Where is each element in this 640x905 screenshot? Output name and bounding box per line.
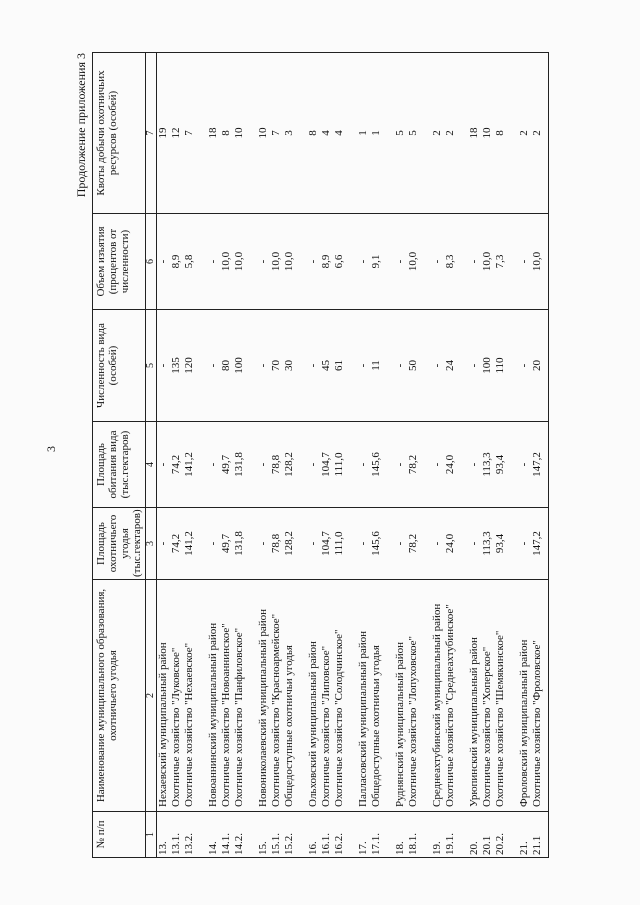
row-number-cell: 20.	[468, 812, 481, 858]
quota-cell: 18	[207, 53, 220, 214]
quota-cell: 1	[370, 53, 383, 214]
spacer-cell	[383, 508, 394, 580]
spacer-cell	[420, 508, 431, 580]
hunting-area-cell: -	[468, 508, 481, 580]
bottom-cell	[544, 812, 549, 858]
quota-cell: 7	[270, 53, 283, 214]
table-row	[357, 53, 370, 858]
column-header-2: Наименование муниципального образования, охотничьего угодья	[93, 580, 146, 812]
column-header-4: Площадь обитания вида (тыс.гектаров)	[93, 422, 146, 508]
row-name-cell: Охотничье хозяйство "Луковское"	[170, 580, 183, 812]
hunting-area-cell: 24,0	[444, 508, 457, 580]
quota-cell: 2	[518, 53, 531, 214]
hunting-area-cell: -	[307, 508, 320, 580]
table-row	[468, 53, 481, 858]
quota-cell: 18	[468, 53, 481, 214]
column-number-row	[146, 53, 157, 858]
column-header-3: Площадь охотничьего угодья (тыс.гектаров)	[93, 508, 146, 580]
spacer-cell	[196, 310, 207, 422]
population-cell: 24	[444, 310, 457, 422]
hunting-area-cell: -	[157, 508, 171, 580]
spacer-cell	[196, 214, 207, 310]
bottom-cell	[544, 422, 549, 508]
spacer-cell	[346, 214, 357, 310]
quota-cell: 1	[357, 53, 370, 214]
habitat-area-cell: -	[357, 422, 370, 508]
population-cell: -	[357, 310, 370, 422]
spacer-cell	[246, 214, 257, 310]
spacer-cell	[383, 580, 394, 812]
harvest-percent-cell: -	[394, 214, 407, 310]
table-body	[157, 53, 549, 858]
spacer-cell	[296, 508, 307, 580]
spacer-cell	[196, 422, 207, 508]
row-name-cell: Урюпинский муниципальный район	[468, 580, 481, 812]
habitat-area-cell: 128,2	[283, 422, 296, 508]
row-name-cell: Нехаевский муниципальный район	[157, 580, 171, 812]
table-row	[307, 53, 320, 858]
table-row	[370, 53, 383, 858]
spacer-row	[196, 53, 207, 858]
row-name-cell: Охотничье хозяйство "Фроловское"	[531, 580, 544, 812]
population-cell: -	[307, 310, 320, 422]
hunting-area-cell: -	[257, 508, 270, 580]
population-cell: 100	[233, 310, 246, 422]
spacer-cell	[507, 508, 518, 580]
bottom-cell	[544, 580, 549, 812]
hunting-area-cell: 131,8	[233, 508, 246, 580]
table-row	[220, 53, 233, 858]
spacer-cell	[457, 310, 468, 422]
habitat-area-cell: -	[207, 422, 220, 508]
harvest-percent-cell: 10,0	[270, 214, 283, 310]
row-number-cell: 13.2.	[183, 812, 196, 858]
spacer-cell	[507, 812, 518, 858]
spacer-cell	[346, 310, 357, 422]
quota-cell: 3	[283, 53, 296, 214]
table-row	[183, 53, 196, 858]
hunting-area-cell: -	[431, 508, 444, 580]
table-row	[257, 53, 270, 858]
habitat-area-cell: 111,0	[333, 422, 346, 508]
habitat-area-cell: -	[394, 422, 407, 508]
hunting-area-cell: 141,2	[183, 508, 196, 580]
hunting-area-cell: 145,6	[370, 508, 383, 580]
spacer-cell	[246, 53, 257, 214]
row-name-cell: Охотничье хозяйство "Хоперское"	[481, 580, 494, 812]
table-row	[207, 53, 220, 858]
spacer-cell	[246, 812, 257, 858]
row-number-cell: 18.1.	[407, 812, 420, 858]
population-cell: 135	[170, 310, 183, 422]
spacer-cell	[383, 422, 394, 508]
population-cell: 11	[370, 310, 383, 422]
quota-table	[92, 52, 549, 858]
row-name-cell: Общедоступные охотничьи угодья	[283, 580, 296, 812]
row-number-cell: 20.1	[481, 812, 494, 858]
habitat-area-cell: -	[468, 422, 481, 508]
habitat-area-cell: 24,0	[444, 422, 457, 508]
harvest-percent-cell: 10,0	[531, 214, 544, 310]
spacer-cell	[457, 422, 468, 508]
habitat-area-cell: 147,2	[531, 422, 544, 508]
table-row	[320, 53, 333, 858]
column-header-1: № п/п	[93, 812, 146, 858]
table-row	[333, 53, 346, 858]
habitat-area-cell: -	[518, 422, 531, 508]
row-number-cell: 17.	[357, 812, 370, 858]
bottom-cell	[544, 508, 549, 580]
spacer-cell	[346, 422, 357, 508]
page-number: 3	[44, 446, 58, 452]
spacer-cell	[246, 508, 257, 580]
table-row	[494, 53, 507, 858]
spacer-cell	[346, 812, 357, 858]
spacer-cell	[507, 214, 518, 310]
spacer-cell	[420, 53, 431, 214]
row-name-cell: Ольховский муниципальный район	[307, 580, 320, 812]
habitat-area-cell: 145,6	[370, 422, 383, 508]
habitat-area-cell: 93,4	[494, 422, 507, 508]
habitat-area-cell: 131,8	[233, 422, 246, 508]
population-cell: -	[468, 310, 481, 422]
harvest-percent-cell: 8,9	[170, 214, 183, 310]
row-name-cell: Охотничье хозяйство "Красноармейское"	[270, 580, 283, 812]
spacer-cell	[420, 422, 431, 508]
population-cell: -	[157, 310, 171, 422]
spacer-cell	[196, 508, 207, 580]
table-row	[157, 53, 171, 858]
population-cell: -	[431, 310, 444, 422]
column-number-2: 2	[146, 580, 157, 812]
hunting-area-cell: 147,2	[531, 508, 544, 580]
quota-cell: 2	[531, 53, 544, 214]
spacer-cell	[383, 812, 394, 858]
population-cell: 45	[320, 310, 333, 422]
row-number-cell: 17.1.	[370, 812, 383, 858]
table-row	[233, 53, 246, 858]
row-name-cell: Новоаннинский муниципальный район	[207, 580, 220, 812]
spacer-cell	[346, 580, 357, 812]
quota-cell: 10	[481, 53, 494, 214]
row-number-cell: 16.1.	[320, 812, 333, 858]
habitat-area-cell: 113,3	[481, 422, 494, 508]
spacer-cell	[507, 580, 518, 812]
harvest-percent-cell: -	[257, 214, 270, 310]
row-number-cell: 15.2.	[283, 812, 296, 858]
spacer-cell	[296, 580, 307, 812]
table-row	[407, 53, 420, 858]
quota-cell: 5	[394, 53, 407, 214]
hunting-area-cell: -	[207, 508, 220, 580]
spacer-cell	[507, 422, 518, 508]
row-number-cell: 18.	[394, 812, 407, 858]
quota-cell: 5	[407, 53, 420, 214]
habitat-area-cell: 104,7	[320, 422, 333, 508]
quota-cell: 10	[233, 53, 246, 214]
quota-cell: 2	[444, 53, 457, 214]
hunting-area-cell: 49,7	[220, 508, 233, 580]
hunting-area-cell: -	[357, 508, 370, 580]
spacer-cell	[507, 53, 518, 214]
column-number-6: 6	[146, 214, 157, 310]
row-number-cell: 16.	[307, 812, 320, 858]
row-number-cell: 13.	[157, 812, 171, 858]
row-name-cell: Охотничье хозяйство "Лопуховское"	[407, 580, 420, 812]
spacer-cell	[296, 422, 307, 508]
spacer-cell	[296, 812, 307, 858]
hunting-area-cell: 78,2	[407, 508, 420, 580]
appendix-title: Продолжение приложения 3	[74, 53, 88, 198]
harvest-percent-cell: 8,9	[320, 214, 333, 310]
table-row	[270, 53, 283, 858]
spacer-cell	[420, 310, 431, 422]
spacer-cell	[246, 422, 257, 508]
habitat-area-cell: -	[431, 422, 444, 508]
hunting-area-cell: 111,0	[333, 508, 346, 580]
row-name-cell: Охотничье хозяйство "Шемякинское"	[494, 580, 507, 812]
harvest-percent-cell: 10,0	[220, 214, 233, 310]
harvest-percent-cell: -	[518, 214, 531, 310]
spacer-cell	[383, 310, 394, 422]
row-number-cell: 13.1.	[170, 812, 183, 858]
row-number-cell: 14.	[207, 812, 220, 858]
row-name-cell: Среднеахтубинский муниципальный район	[431, 580, 444, 812]
table-row	[283, 53, 296, 858]
spacer-cell	[346, 53, 357, 214]
hunting-area-cell: 113,3	[481, 508, 494, 580]
population-cell: -	[394, 310, 407, 422]
spacer-cell	[457, 580, 468, 812]
column-number-7: 7	[146, 53, 157, 214]
row-name-cell: Общедоступные охотничьи угодья	[370, 580, 383, 812]
hunting-area-cell: -	[518, 508, 531, 580]
population-cell: 20	[531, 310, 544, 422]
habitat-area-cell: 78,8	[270, 422, 283, 508]
harvest-percent-cell: -	[357, 214, 370, 310]
row-name-cell: Охотничье хозяйство "Панфиловское"	[233, 580, 246, 812]
quota-cell: 19	[157, 53, 171, 214]
column-header-6: Объем изъятия (процентов от численности)	[93, 214, 146, 310]
population-cell: -	[518, 310, 531, 422]
bottom-cell	[544, 310, 549, 422]
harvest-percent-cell: -	[157, 214, 171, 310]
row-number-cell: 20.2.	[494, 812, 507, 858]
table-row	[170, 53, 183, 858]
column-header-5: Численность вида (особей)	[93, 310, 146, 422]
population-cell: 110	[494, 310, 507, 422]
spacer-row	[420, 53, 431, 858]
population-cell: 70	[270, 310, 283, 422]
row-number-cell: 15.	[257, 812, 270, 858]
row-name-cell: Охотничье хозяйство "Новоаннинское"	[220, 580, 233, 812]
population-cell: 30	[283, 310, 296, 422]
hunting-area-cell: 128,2	[283, 508, 296, 580]
spacer-cell	[296, 53, 307, 214]
quota-cell: 4	[333, 53, 346, 214]
row-name-cell: Палласовский муниципальный район	[357, 580, 370, 812]
row-number-cell: 21.	[518, 812, 531, 858]
harvest-percent-cell: 10,0	[481, 214, 494, 310]
column-number-1: 1	[146, 812, 157, 858]
table-row	[481, 53, 494, 858]
row-name-cell: Охотничье хозяйство "Солодчинское"	[333, 580, 346, 812]
table-bottom-row	[544, 53, 549, 858]
habitat-area-cell: -	[257, 422, 270, 508]
quota-cell: 2	[431, 53, 444, 214]
habitat-area-cell: -	[307, 422, 320, 508]
harvest-percent-cell: 10,0	[233, 214, 246, 310]
quota-cell: 7	[183, 53, 196, 214]
harvest-percent-cell: 5,8	[183, 214, 196, 310]
population-cell: -	[207, 310, 220, 422]
spacer-cell	[420, 812, 431, 858]
row-number-cell: 19.	[431, 812, 444, 858]
spacer-cell	[196, 53, 207, 214]
table-row	[431, 53, 444, 858]
header-row	[93, 53, 146, 858]
bottom-cell	[544, 53, 549, 214]
column-number-3: 3	[146, 508, 157, 580]
habitat-area-cell: 141,2	[183, 422, 196, 508]
habitat-area-cell: 49,7	[220, 422, 233, 508]
quota-cell: 4	[320, 53, 333, 214]
harvest-percent-cell: -	[468, 214, 481, 310]
quota-cell: 8	[494, 53, 507, 214]
spacer-row	[507, 53, 518, 858]
bottom-cell	[544, 214, 549, 310]
population-cell: 120	[183, 310, 196, 422]
row-name-cell: Новониколаевский муниципальный район	[257, 580, 270, 812]
spacer-cell	[196, 812, 207, 858]
spacer-row	[296, 53, 307, 858]
row-name-cell: Руднянский муниципальный район	[394, 580, 407, 812]
table-row	[531, 53, 544, 858]
row-name-cell: Охотничье хозяйство "Нехаевское"	[183, 580, 196, 812]
hunting-area-cell: 104,7	[320, 508, 333, 580]
population-cell: 50	[407, 310, 420, 422]
hunting-area-cell: -	[394, 508, 407, 580]
row-number-cell: 15.1.	[270, 812, 283, 858]
hunting-area-cell: 93,4	[494, 508, 507, 580]
table-row	[394, 53, 407, 858]
column-number-5: 5	[146, 310, 157, 422]
harvest-percent-cell: 10,0	[407, 214, 420, 310]
spacer-cell	[383, 53, 394, 214]
spacer-cell	[507, 310, 518, 422]
harvest-percent-cell: 7,3	[494, 214, 507, 310]
spacer-cell	[196, 580, 207, 812]
quota-cell: 10	[257, 53, 270, 214]
spacer-row	[383, 53, 394, 858]
spacer-cell	[246, 310, 257, 422]
spacer-cell	[457, 53, 468, 214]
spacer-cell	[420, 580, 431, 812]
table-row	[444, 53, 457, 858]
harvest-percent-cell: -	[431, 214, 444, 310]
harvest-percent-cell: 8,3	[444, 214, 457, 310]
hunting-area-cell: 78,8	[270, 508, 283, 580]
harvest-percent-cell: -	[207, 214, 220, 310]
population-cell: 100	[481, 310, 494, 422]
harvest-percent-cell: 9,1	[370, 214, 383, 310]
table-row	[518, 53, 531, 858]
row-name-cell: Охотничье хозяйство "Липовское"	[320, 580, 333, 812]
row-number-cell: 16.2.	[333, 812, 346, 858]
population-cell: -	[257, 310, 270, 422]
column-header-7: Квоты добычи охотничьих ресурсов (особей)	[93, 53, 146, 214]
quota-cell: 12	[170, 53, 183, 214]
habitat-area-cell: -	[157, 422, 171, 508]
rotated-page	[74, 53, 634, 858]
habitat-area-cell: 78,2	[407, 422, 420, 508]
spacer-cell	[420, 214, 431, 310]
spacer-cell	[346, 508, 357, 580]
spacer-cell	[296, 310, 307, 422]
row-number-cell: 21.1	[531, 812, 544, 858]
spacer-row	[457, 53, 468, 858]
harvest-percent-cell: 6,6	[333, 214, 346, 310]
row-number-cell: 14.1.	[220, 812, 233, 858]
spacer-cell	[296, 214, 307, 310]
column-number-4: 4	[146, 422, 157, 508]
spacer-row	[246, 53, 257, 858]
population-cell: 61	[333, 310, 346, 422]
hunting-area-cell: 74,2	[170, 508, 183, 580]
row-number-cell: 14.2.	[233, 812, 246, 858]
spacer-cell	[457, 214, 468, 310]
spacer-cell	[383, 214, 394, 310]
row-number-cell: 19.1.	[444, 812, 457, 858]
spacer-cell	[246, 580, 257, 812]
spacer-cell	[457, 812, 468, 858]
quota-cell: 8	[307, 53, 320, 214]
population-cell: 80	[220, 310, 233, 422]
habitat-area-cell: 74,2	[170, 422, 183, 508]
row-name-cell: Охотничье хозяйство "Среднеахтубинское"	[444, 580, 457, 812]
quota-cell: 8	[220, 53, 233, 214]
spacer-row	[346, 53, 357, 858]
harvest-percent-cell: 10,0	[283, 214, 296, 310]
row-name-cell: Фроловский муниципальный район	[518, 580, 531, 812]
harvest-percent-cell: -	[307, 214, 320, 310]
spacer-cell	[457, 508, 468, 580]
